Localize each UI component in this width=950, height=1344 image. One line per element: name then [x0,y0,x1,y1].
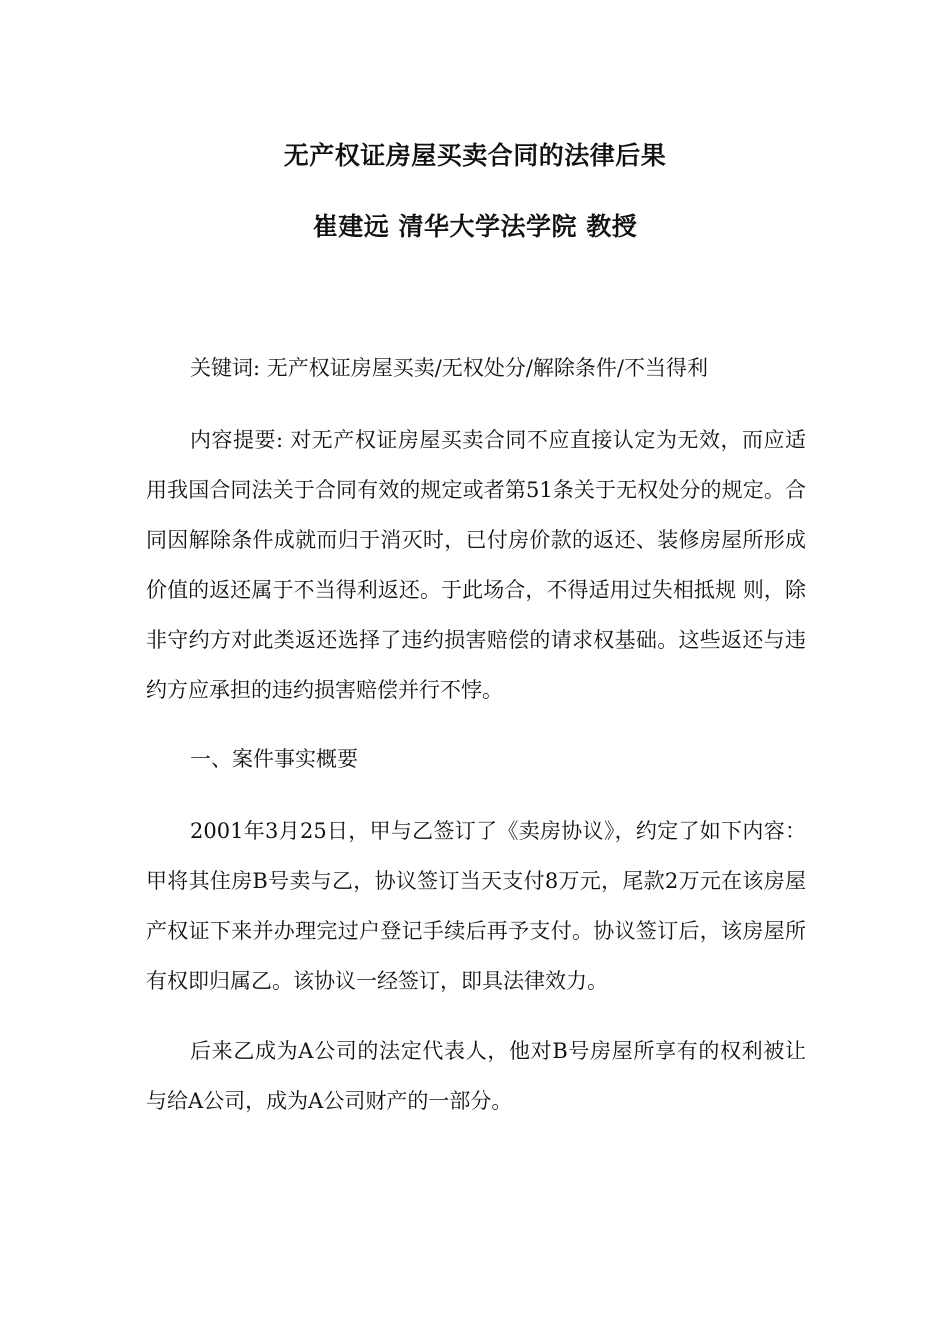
section-heading: 一、案件事实概要 [190,747,358,771]
body-paragraph: 后来乙成为A公司的法定代表人，他对B号房屋所享有的权利被让与给A公司，成为A公司财产的一部分。 [146,1039,806,1113]
author-line: 崔建远 清华大学法学院 教授 [312,212,638,241]
abstract-paragraph: 内容提要: 对无产权证房屋买卖合同不应直接认定为无效，而应适用我国合同法关于合同有效的规定或者第51条关于无权处分的规定。合同因解除条件成就而归于消灭时，已付房价款的返还、装修房屋所形成价值的返还属于不当得利返还。于此场合，不得适用过失相抵规 则，除非守约方对此类返还选择了违约损害赔偿的请求权基础。这些返还与违约方应承担的违约损害赔偿并行不悖。 [146,428,806,702]
document-title: 无产权证房屋买卖合同的法律后果 [283,141,667,170]
keywords-paragraph: 关键词: 无产权证房屋买卖/无权处分/解除条件/不当得利 [190,356,708,380]
body-paragraph: 2001年3月25日，甲与乙签订了《卖房协议》，约定了如下内容：甲将其住房B号卖与乙，协议签订当天支付8万元，尾款2万元在该房屋产权证下来并办理完过户登记手续后再予支付。协议签订后，该房屋所有权即归属乙。该协议一经签订，即具法律效力。 [146,819,806,993]
